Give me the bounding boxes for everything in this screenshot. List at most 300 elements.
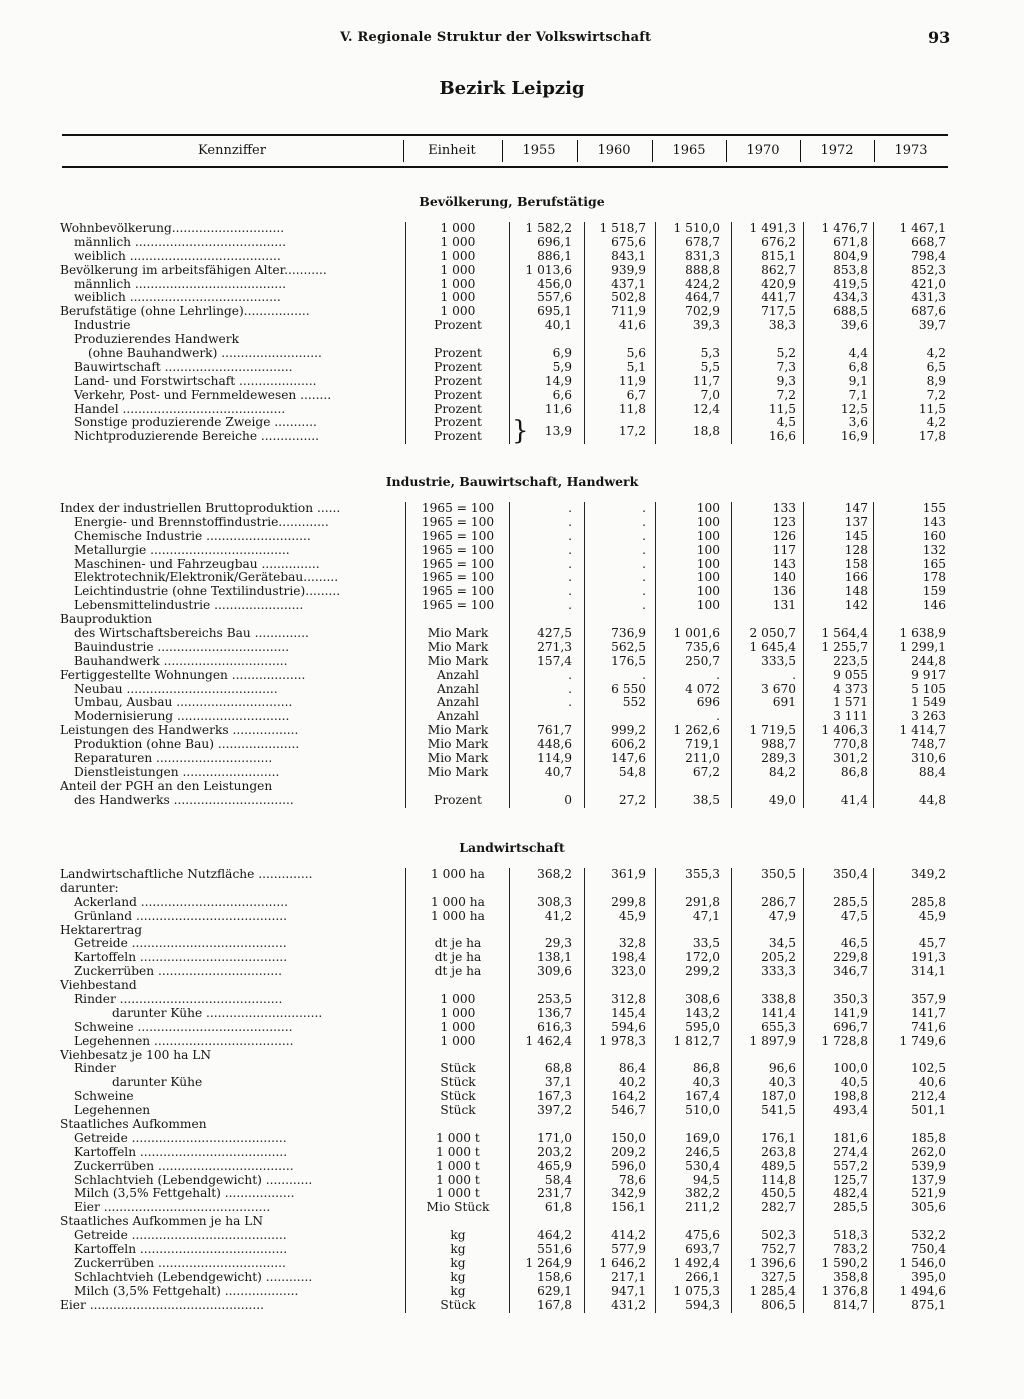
value-cell: 27,2: [618, 792, 646, 807]
table-row: [0, 1021, 1024, 1035]
value-cell: 40,7: [544, 764, 572, 779]
value-cell: 395,0: [911, 1269, 946, 1284]
row-unit: Anzahl: [436, 667, 480, 682]
merged-value-cell: 17,2: [618, 423, 646, 438]
value-cell: 203,2: [537, 1144, 572, 1159]
row-label: Viehbesatz je 100 ha LN: [60, 1048, 212, 1062]
value-cell: 262,0: [911, 1144, 946, 1159]
row-label: weiblich .......................................: [74, 291, 281, 305]
value-cell: 1 546,0: [899, 1255, 946, 1270]
value-cell: 843,1: [611, 248, 646, 263]
value-cell: 217,1: [611, 1269, 646, 1284]
value-cell: 355,3: [685, 867, 720, 881]
row-unit: Mio Mark: [427, 653, 489, 668]
row-label: Energie- und Brennstoffindustrie.............: [74, 515, 329, 529]
value-cell: 752,7: [761, 1242, 796, 1257]
value-cell: 40,1: [544, 318, 572, 333]
value-cell: .: [568, 528, 572, 543]
value-cell: 501,1: [911, 1103, 946, 1118]
table-row: [0, 1062, 1024, 1076]
value-cell: 1 719,5: [749, 723, 796, 738]
row-unit: kg: [450, 1242, 466, 1257]
value-cell: 117: [772, 542, 796, 557]
row-unit: Anzahl: [436, 695, 480, 710]
row-unit: Prozent: [434, 429, 482, 444]
value-cell: 1 396,6: [749, 1255, 796, 1270]
value-cell: 45,7: [918, 936, 946, 951]
table-row: [0, 278, 1024, 292]
value-cell: 5,5: [700, 359, 720, 374]
value-cell: 285,8: [911, 894, 946, 909]
row-unit: Mio Mark: [427, 751, 489, 766]
row-unit: 1 000: [440, 304, 476, 319]
value-cell: 678,7: [685, 234, 720, 249]
value-cell: 38,3: [768, 318, 796, 333]
value-cell: 6,6: [552, 387, 572, 402]
value-cell: 1 518,7: [599, 221, 646, 235]
value-cell: .: [642, 584, 646, 599]
value-cell: 696,7: [833, 1019, 868, 1034]
table-row: [0, 1299, 1024, 1313]
section-title: Landwirtschaft: [459, 840, 565, 855]
value-cell: 141,9: [833, 1005, 868, 1020]
value-cell: 7,2: [926, 387, 946, 402]
row-unit: Prozent: [434, 346, 482, 361]
column-divider: [873, 222, 874, 444]
table-row: [0, 305, 1024, 319]
value-cell: 126: [772, 528, 796, 543]
row-label: Schweine ........................................: [74, 1020, 293, 1034]
value-cell: 156,1: [611, 1200, 646, 1215]
row-unit: 1 000: [440, 248, 476, 263]
value-cell: 9,3: [776, 373, 796, 388]
row-label: Bauproduktion: [60, 613, 153, 627]
value-cell: 164,2: [611, 1089, 646, 1104]
value-cell: 100,0: [833, 1061, 868, 1076]
row-unit: 1 000 t: [436, 1158, 480, 1173]
value-cell: 988,7: [761, 737, 796, 752]
table-row: [0, 937, 1024, 951]
value-cell: 338,8: [761, 992, 796, 1007]
value-cell: 888,8: [685, 262, 720, 277]
table-row: [0, 951, 1024, 965]
value-cell: 157,4: [537, 653, 572, 668]
value-cell: 309,6: [537, 964, 572, 979]
table-row: [0, 1243, 1024, 1257]
value-cell: 137,9: [911, 1172, 946, 1187]
row-unit: Stück: [440, 1075, 476, 1090]
row-label: Leistungen des Handwerks .................: [60, 724, 299, 738]
value-cell: 5,2: [776, 346, 796, 361]
column-divider: [405, 868, 406, 1313]
value-cell: .: [642, 570, 646, 585]
row-unit: Anzahl: [436, 709, 480, 724]
page-title: Bezirk Leipzig: [439, 78, 585, 99]
value-cell: 886,1: [537, 248, 572, 263]
row-label: des Handwerks ...............................: [74, 793, 294, 807]
value-cell: .: [568, 681, 572, 696]
value-cell: 357,9: [911, 992, 946, 1007]
value-cell: 1 564,4: [821, 626, 868, 641]
table-row: [0, 738, 1024, 752]
value-cell: 84,2: [768, 764, 796, 779]
table-row: [0, 516, 1024, 530]
value-cell: 434,3: [833, 290, 868, 305]
value-cell: 68,8: [544, 1061, 572, 1076]
table-row: [0, 544, 1024, 558]
value-cell: 510,0: [685, 1103, 720, 1118]
value-cell: 132: [922, 542, 946, 557]
column-divider: [873, 868, 874, 1313]
value-cell: 1 582,2: [525, 221, 572, 235]
table-row: [0, 222, 1024, 236]
row-unit: 1965 = 100: [421, 501, 495, 515]
value-cell: .: [568, 570, 572, 585]
row-unit: 1 000 ha: [431, 908, 485, 923]
table-row: [0, 710, 1024, 724]
table-row: [0, 924, 1024, 938]
value-cell: 1 646,2: [599, 1255, 646, 1270]
value-cell: 711,9: [611, 304, 646, 319]
value-cell: 4,5: [776, 415, 796, 430]
value-cell: 1 476,7: [821, 221, 868, 235]
merged-value-cell: 18,8: [692, 423, 720, 438]
value-cell: 176,5: [611, 653, 646, 668]
value-cell: 40,6: [918, 1075, 946, 1090]
value-cell: 47,1: [692, 908, 720, 923]
row-unit: 1 000 t: [436, 1130, 480, 1145]
table-row: [0, 1146, 1024, 1160]
table-row: [0, 333, 1024, 347]
value-cell: 145,4: [611, 1005, 646, 1020]
row-label: Staatliches Aufkommen je ha LN: [60, 1215, 264, 1229]
row-unit: kg: [450, 1255, 466, 1270]
row-unit: Prozent: [434, 401, 482, 416]
value-cell: 11,5: [768, 401, 796, 416]
value-cell: 688,5: [833, 304, 868, 319]
value-cell: 675,6: [611, 234, 646, 249]
row-label: Berufstätige (ohne Lehrlinge).................: [60, 305, 310, 319]
value-cell: .: [568, 598, 572, 613]
value-cell: 205,2: [761, 950, 796, 965]
column-header-einheit: Einheit: [428, 143, 476, 158]
value-cell: 1 013,6: [525, 262, 572, 277]
table-row: [0, 1007, 1024, 1021]
value-cell: 94,5: [692, 1172, 720, 1187]
value-cell: 1 590,2: [821, 1255, 868, 1270]
value-cell: 289,3: [761, 751, 796, 766]
value-cell: 577,9: [611, 1242, 646, 1257]
value-cell: 160: [922, 528, 946, 543]
column-header-1972: 1972: [820, 143, 854, 158]
row-unit: 1 000 ha: [431, 894, 485, 909]
row-label: Land- und Forstwirtschaft ....................: [74, 374, 317, 388]
value-cell: .: [568, 695, 572, 710]
value-cell: 286,7: [761, 894, 796, 909]
row-label: Eier ...........................................: [74, 1201, 271, 1215]
row-unit: Mio Mark: [427, 626, 489, 641]
row-unit: 1965 = 100: [421, 542, 495, 557]
value-cell: 7,0: [700, 387, 720, 402]
value-cell: 167,3: [537, 1089, 572, 1104]
value-cell: .: [568, 501, 572, 515]
value-cell: 349,2: [911, 867, 946, 881]
value-cell: 155: [922, 501, 946, 515]
row-unit: Mio Mark: [427, 639, 489, 654]
column-divider: [655, 222, 656, 444]
value-cell: 285,5: [833, 894, 868, 909]
value-cell: 299,8: [611, 894, 646, 909]
merge-brace: }: [512, 415, 529, 446]
value-cell: 361,9: [611, 867, 646, 881]
value-cell: .: [792, 667, 796, 682]
value-cell: 244,8: [911, 653, 946, 668]
row-label: Industrie: [74, 319, 131, 333]
value-cell: 695,1: [537, 304, 572, 319]
row-label: Produzierendes Handwerk: [74, 333, 239, 347]
value-cell: 419,5: [833, 276, 868, 291]
table-row: [0, 291, 1024, 305]
value-cell: 735,6: [685, 639, 720, 654]
value-cell: 748,7: [911, 737, 946, 752]
table-row: [0, 1118, 1024, 1132]
value-cell: 770,8: [833, 737, 868, 752]
value-cell: 541,5: [761, 1103, 796, 1118]
value-cell: 223,5: [833, 653, 868, 668]
value-cell: 814,7: [833, 1297, 868, 1312]
value-cell: 424,2: [685, 276, 720, 291]
value-cell: 86,8: [692, 1061, 720, 1076]
row-label: Kartoffeln ......................................: [74, 951, 288, 965]
value-cell: 54,8: [618, 764, 646, 779]
value-cell: 1 285,4: [749, 1283, 796, 1298]
value-cell: 171,0: [537, 1130, 572, 1145]
value-cell: 668,7: [911, 234, 946, 249]
column-divider: [584, 502, 585, 808]
table-row: [0, 896, 1024, 910]
value-cell: 493,4: [833, 1103, 868, 1118]
row-label: Rinder: [74, 1062, 116, 1076]
value-cell: 539,9: [911, 1158, 946, 1173]
row-unit: Anzahl: [436, 681, 480, 696]
value-cell: 798,4: [911, 248, 946, 263]
value-cell: 1 255,7: [821, 639, 868, 654]
table-row: [0, 696, 1024, 710]
value-cell: 1 491,3: [749, 221, 796, 235]
value-cell: 518,3: [833, 1228, 868, 1243]
value-cell: 420,9: [761, 276, 796, 291]
table-row: [0, 530, 1024, 544]
value-cell: 44,8: [918, 792, 946, 807]
value-cell: 1 376,8: [821, 1283, 868, 1298]
value-cell: 594,6: [611, 1019, 646, 1034]
row-unit: 1965 = 100: [421, 598, 495, 613]
table-row: [0, 236, 1024, 250]
value-cell: 831,3: [685, 248, 720, 263]
value-cell: 61,8: [544, 1200, 572, 1215]
value-cell: 806,5: [761, 1297, 796, 1312]
table-row: [0, 766, 1024, 780]
value-cell: 530,4: [685, 1158, 720, 1173]
value-cell: 12,4: [692, 401, 720, 416]
row-unit: Prozent: [434, 415, 482, 430]
row-label: männlich .......................................: [74, 277, 286, 291]
value-cell: 427,5: [537, 626, 572, 641]
value-cell: 147,6: [611, 751, 646, 766]
row-unit: Mio Mark: [427, 723, 489, 738]
row-label: Hektarertrag: [60, 923, 143, 937]
table-row: [0, 389, 1024, 403]
table-row: [0, 585, 1024, 599]
table-row: [0, 1076, 1024, 1090]
value-cell: 333,5: [761, 653, 796, 668]
value-cell: 761,7: [537, 723, 572, 738]
value-cell: 11,7: [692, 373, 720, 388]
value-cell: 143,2: [685, 1005, 720, 1020]
row-label: Viehbestand: [60, 979, 137, 993]
value-cell: 169,0: [685, 1130, 720, 1145]
value-cell: 8,9: [926, 373, 946, 388]
value-cell: 562,5: [611, 639, 646, 654]
value-cell: 100: [696, 598, 720, 613]
row-unit: 1 000: [440, 276, 476, 291]
value-cell: 431,2: [611, 1297, 646, 1312]
value-cell: 45,9: [918, 908, 946, 923]
row-label: Bauindustrie ..................................: [74, 640, 290, 654]
value-cell: 676,2: [761, 234, 796, 249]
table-row: [0, 1160, 1024, 1174]
value-cell: 804,9: [833, 248, 868, 263]
value-cell: 100: [696, 542, 720, 557]
row-label: (ohne Bauhandwerk) ..........................: [88, 347, 322, 361]
value-cell: 299,2: [685, 964, 720, 979]
value-cell: 314,1: [911, 964, 946, 979]
value-cell: 39,6: [840, 318, 868, 333]
value-cell: 448,6: [537, 737, 572, 752]
value-cell: 138,1: [537, 950, 572, 965]
table-row: [0, 724, 1024, 738]
value-cell: 271,3: [537, 639, 572, 654]
value-cell: 187,0: [761, 1089, 796, 1104]
value-cell: 414,2: [611, 1228, 646, 1243]
value-cell: .: [716, 667, 720, 682]
table-row: [0, 1104, 1024, 1118]
table-row: [0, 403, 1024, 417]
value-cell: .: [568, 584, 572, 599]
value-cell: 431,3: [911, 290, 946, 305]
value-cell: 1 728,8: [821, 1033, 868, 1048]
table-row: [0, 361, 1024, 375]
value-cell: 246,5: [685, 1144, 720, 1159]
column-divider: [509, 502, 510, 808]
value-cell: 3 111: [833, 709, 868, 724]
value-cell: 350,4: [833, 867, 868, 881]
value-cell: 1 406,3: [821, 723, 868, 738]
row-unit: Stück: [440, 1297, 476, 1312]
row-unit: 1965 = 100: [421, 570, 495, 585]
value-cell: 159: [922, 584, 946, 599]
value-cell: .: [642, 542, 646, 557]
value-cell: .: [642, 598, 646, 613]
value-cell: 140: [772, 570, 796, 585]
value-cell: 947,1: [611, 1283, 646, 1298]
value-cell: 853,8: [833, 262, 868, 277]
section-table: [0, 222, 1024, 444]
value-cell: 11,8: [618, 401, 646, 416]
value-cell: 450,5: [761, 1186, 796, 1201]
row-label: Rinder ..........................................: [74, 993, 283, 1007]
row-unit: 1965 = 100: [421, 556, 495, 571]
row-label: Milch (3,5% Fettgehalt) ..................: [74, 1187, 295, 1201]
table-row: [0, 683, 1024, 697]
value-cell: 41,4: [840, 792, 868, 807]
value-cell: 96,6: [768, 1061, 796, 1076]
value-cell: 141,4: [761, 1005, 796, 1020]
row-label: Reparaturen ..............................: [74, 752, 273, 766]
row-label: Elektrotechnik/Elektronik/Gerätebau.........: [74, 571, 339, 585]
column-header-1973: 1973: [894, 143, 928, 158]
value-cell: 308,3: [537, 894, 572, 909]
row-unit: kg: [450, 1269, 466, 1284]
table-row: [0, 868, 1024, 882]
value-cell: 465,9: [537, 1158, 572, 1173]
value-cell: 38,5: [692, 792, 720, 807]
row-label: Umbau, Ausbau ..............................: [74, 696, 293, 710]
value-cell: 596,0: [611, 1158, 646, 1173]
value-cell: .: [642, 514, 646, 529]
value-cell: 1 897,9: [749, 1033, 796, 1048]
value-cell: 342,9: [611, 1186, 646, 1201]
row-label: Anteil der PGH an den Leistungen: [60, 779, 273, 793]
value-cell: 34,5: [768, 936, 796, 951]
row-label: Modernisierung .............................: [74, 710, 290, 724]
value-cell: 209,2: [611, 1144, 646, 1159]
column-divider: [803, 868, 804, 1313]
value-cell: 141,7: [911, 1005, 946, 1020]
value-cell: 136,7: [537, 1005, 572, 1020]
table-row: [0, 599, 1024, 613]
value-cell: 266,1: [685, 1269, 720, 1284]
value-cell: 14,9: [544, 373, 572, 388]
value-cell: 7,2: [776, 387, 796, 402]
value-cell: 32,8: [618, 936, 646, 951]
value-cell: 421,0: [911, 276, 946, 291]
row-label: Wohnbevölkerung.............................: [60, 222, 285, 235]
value-cell: 114,8: [761, 1172, 796, 1187]
value-cell: 40,3: [692, 1075, 720, 1090]
table-row: [0, 752, 1024, 766]
value-cell: 1 510,0: [673, 221, 720, 235]
table-row: [0, 558, 1024, 572]
value-cell: 86,4: [618, 1061, 646, 1076]
column-divider: [655, 868, 656, 1313]
value-cell: .: [642, 501, 646, 515]
table-row: [0, 375, 1024, 389]
column-divider: [509, 222, 510, 444]
column-header-kennziffer: Kennziffer: [198, 143, 266, 158]
table-row: [0, 641, 1024, 655]
value-cell: 17,8: [918, 429, 946, 444]
value-cell: 1 492,4: [673, 1255, 720, 1270]
value-cell: 9 055: [833, 667, 868, 682]
row-label: Handel ..........................................: [74, 402, 286, 416]
value-cell: 4,2: [926, 346, 946, 361]
value-cell: 250,7: [685, 653, 720, 668]
value-cell: 9 917: [911, 667, 946, 682]
value-cell: 16,6: [768, 429, 796, 444]
table-row: [0, 1215, 1024, 1229]
table-row: [0, 1271, 1024, 1285]
